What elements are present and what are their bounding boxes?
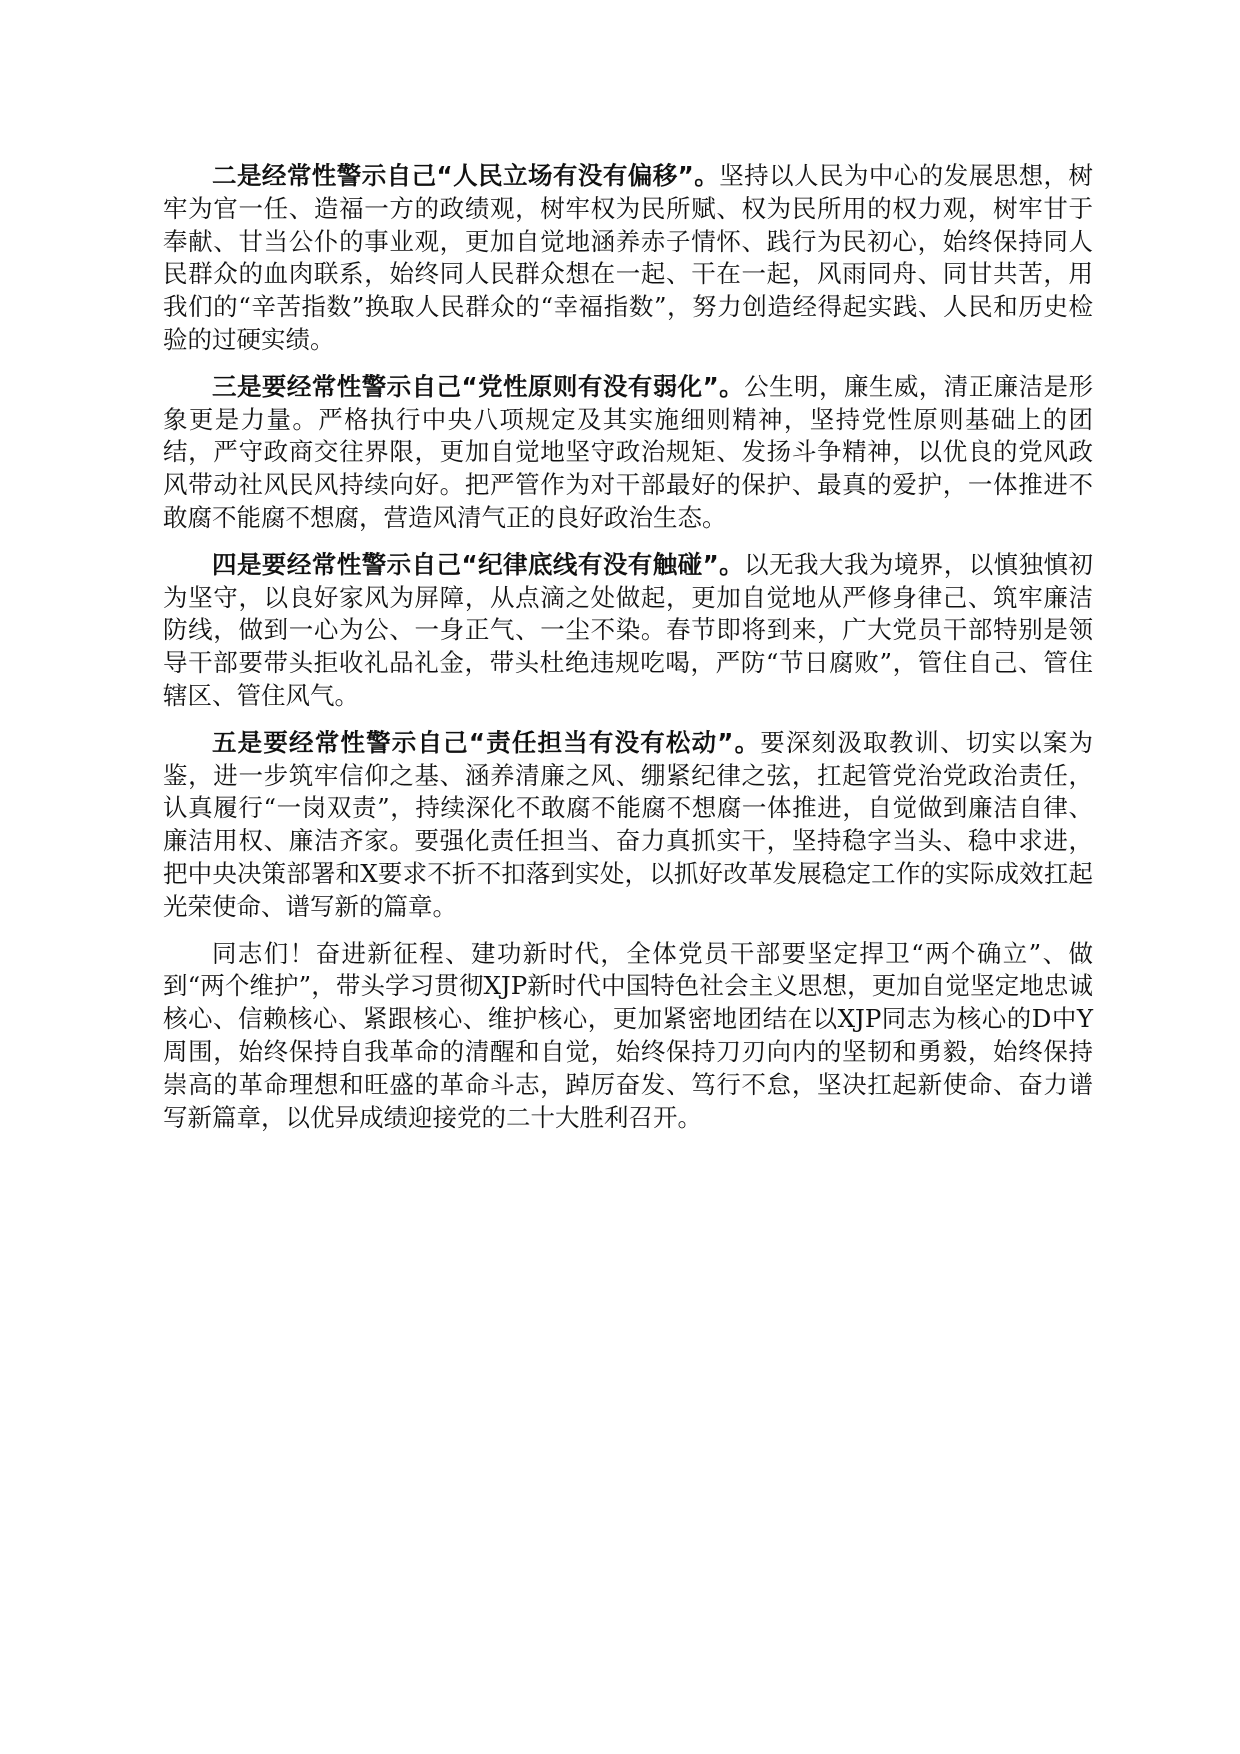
document-body — [163, 160, 1093, 1148]
paragraph-text: 同志们！奋进新征程、建功新时代，全体党员干部要坚定捍卫“两个确立”、做到“两个维护”，带头学习贯彻XJP新时代中国特色社会主义思想，更加自觉坚定地忠诚核心、信赖核心、紧跟核心、维护核心，更加紧密地团结在以XJP同志为核心的D中Y周围，始终保持自我革命的清醒和自觉，始终保持刀刃向内的坚韧和勇毅，始终保持崇高的革命理想和旺盛的革命斗志，踔厉奋发、笃行不怠，坚决扛起新使命、奋力谱写新篇章，以优异成绩迎接党的二十大胜利召开。 — [163, 938, 1093, 1132]
paragraph-discipline — [163, 549, 1093, 713]
paragraph-lead: 二是经常性警示自己“人民立场有没有偏移”。 — [212, 161, 720, 190]
paragraph-text: 坚持以人民为中心的发展思想，树牢为官一任、造福一方的政绩观，树牢权为民所赋、权为民所用的权力观，树牢甘于奉献、甘当公仆的事业观，更加自觉地涵养赤子情怀、践行为民初心，始终保持同人民群众的血肉联系，始终同人民群众想在一起、干在一起，风雨同舟、同甘共苦，用我们的“辛苦指数”换取人民群众的“幸福指数”，努力创造经得起实践、人民和历史检验的过硬实绩。 — [163, 161, 1094, 354]
paragraph-responsibility — [163, 727, 1093, 924]
paragraph-people-stance — [163, 160, 1093, 357]
paragraph-text: 要深刻汲取教训、切实以案为鉴，进一步筑牢信仰之基、涵养清廉之风、绷紧纪律之弦，扛起管党治党政治责任，认真履行“一岗双责”，持续深化不敢腐不能腐不想腐一体推进，自觉做到廉洁自律、廉洁用权、廉洁齐家。要强化责任担当、奋力真抓实干，坚持稳字当头、稳中求进，把中央决策部署和X要求不折不扣落到实处，以抓好改革发展稳定工作的实际成效扛起光荣使命、谱写新的篇章。 — [163, 727, 1094, 921]
paragraph-party-principle — [163, 371, 1093, 535]
paragraph-lead: 三是要经常性警示自己“党性原则有没有弱化”。 — [212, 371, 745, 401]
paragraph-lead: 四是要经常性警示自己“纪律底线有没有触碰”。 — [212, 549, 745, 579]
paragraph-text: 公生明，廉生威，清正廉洁是形象更是力量。严格执行中央八项规定及其实施细则精神，坚持党性原则基础上的团结，严守政商交往界限，更加自觉地坚守政治规矩、发扬斗争精神，以优良的党风政风带动社风民风持续向好。把严管作为对干部最好的保护、最真的爱护，一体推进不敢腐不能腐不想腐，营造风清气正的良好政治生态。 — [163, 371, 1094, 532]
paragraph-closing — [163, 938, 1093, 1135]
paragraph-lead: 五是要经常性警示自己“责任担当有没有松动”。 — [212, 727, 761, 757]
paragraph-text: 以无我大我为境界，以慎独慎初为坚守，以良好家风为屏障，从点滴之处做起，更加自觉地从严修身律己、筑牢廉洁防线，做到一心为公、一身正气、一尘不染。春节即将到来，广大党员干部特别是领导干部要带头拒收礼品礼金，带头杜绝违规吃喝，严防“节日腐败”，管住自己、管住辖区、管住风气。 — [163, 549, 1094, 710]
